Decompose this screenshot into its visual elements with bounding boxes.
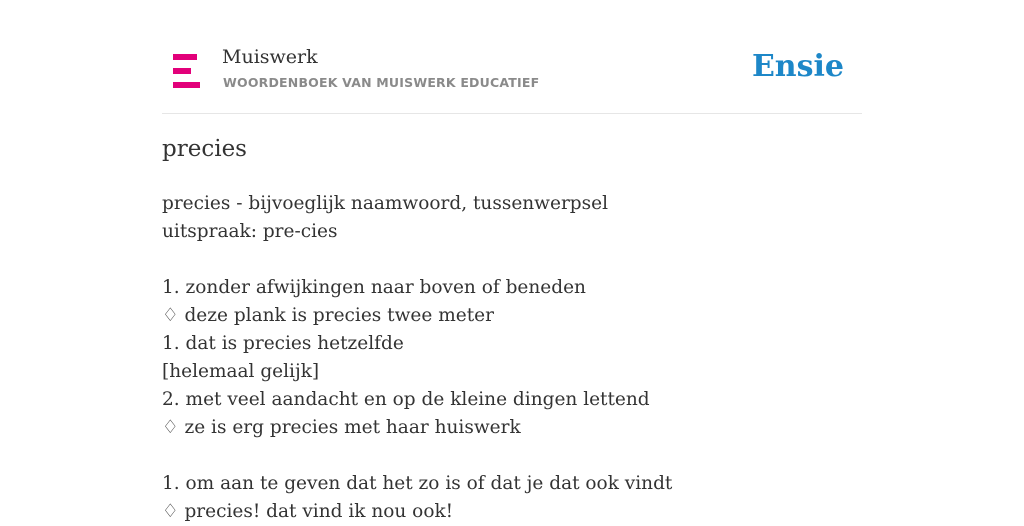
entry-line: 1. zonder afwijkingen naar boven of beneden <box>162 277 586 298</box>
entry-line: uitspraak: pre-cies <box>162 221 338 242</box>
entry-line <box>162 442 862 470</box>
entry-body <box>162 190 862 526</box>
entry-line: precies - bijvoeglijk naamwoord, tussenwerpsel <box>162 193 609 214</box>
entry-line: ♢ deze plank is precies twee meter <box>162 305 494 326</box>
page <box>162 0 862 522</box>
entry-line: ♢ precies! dat vind ik nou ook! <box>162 501 454 522</box>
site-header <box>162 0 862 114</box>
entry-line <box>162 246 862 274</box>
entry-line: 1. om aan te geven dat het zo is of dat je dat ook vindt <box>162 473 673 494</box>
site-subtitle: WOORDENBOEK VAN MUISWERK EDUCATIEF <box>223 75 540 90</box>
entry-line: [helemaal gelijk] <box>162 361 320 382</box>
ensie-brand-link[interactable]: Ensie <box>751 49 844 84</box>
site-name[interactable]: Muiswerk <box>222 46 318 68</box>
entry-line: 1. dat is precies hetzelfde <box>162 333 404 354</box>
entry-line: ♢ ze is erg precies met haar huiswerk <box>162 417 521 438</box>
muiswerk-logo-icon[interactable] <box>173 54 200 88</box>
word-title: precies <box>162 136 247 162</box>
entry-line: 2. met veel aandacht en op de kleine dingen lettend <box>162 389 650 410</box>
